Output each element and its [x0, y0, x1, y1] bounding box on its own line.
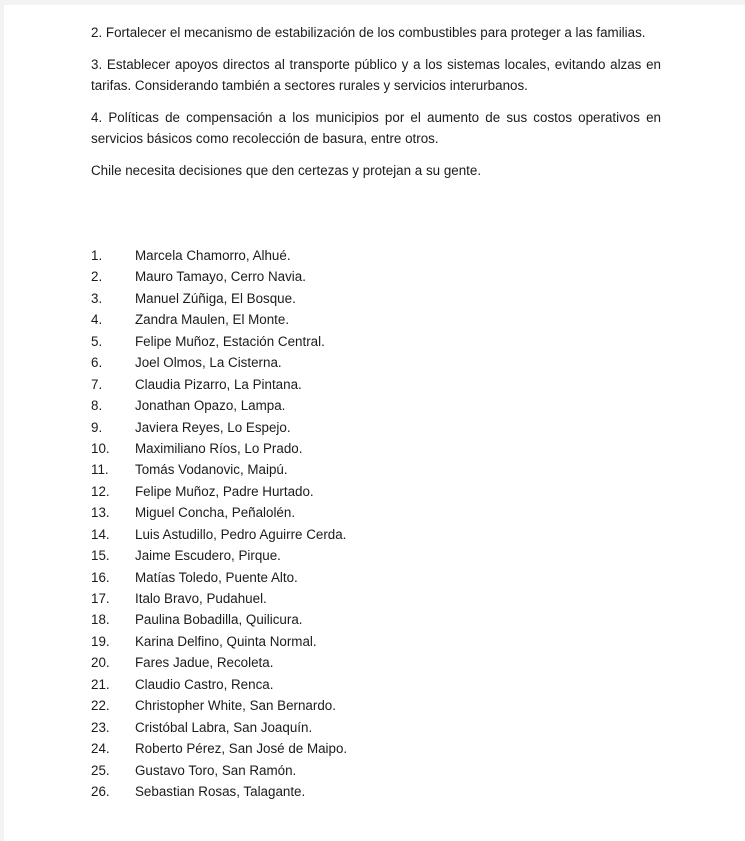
list-item-text: Manuel Zúñiga, El Bosque. [135, 290, 296, 306]
list-item [91, 781, 347, 802]
list-item [91, 631, 347, 652]
list-item [91, 352, 347, 373]
list-item-number: 17. [91, 591, 110, 606]
list-item-number: 23. [91, 719, 110, 735]
list-item [91, 374, 347, 395]
list-item-number: 5. [91, 333, 103, 349]
list-item [91, 395, 347, 416]
list-item-number: 12. [91, 483, 110, 499]
document-body [91, 22, 661, 191]
list-item-text: Jonathan Opazo, Lampa. [135, 398, 286, 414]
list-item [91, 588, 347, 609]
list-item-number: 9. [91, 419, 103, 435]
list-item-text: Marcela Chamorro, Alhué. [135, 248, 291, 263]
list-item [91, 717, 347, 738]
list-item-number: 4. [91, 312, 103, 328]
list-item-number: 24. [91, 741, 110, 757]
list-item [91, 288, 347, 309]
list-item [91, 331, 347, 352]
list-item-text: Sebastian Rosas, Talagante. [135, 783, 306, 799]
list-item-number: 25. [91, 762, 110, 778]
list-item-number: 11. [91, 462, 109, 478]
list-item-text: Claudio Castro, Renca. [135, 676, 274, 692]
paragraph-fuel-stabilization: 2. Fortalecer el mecanismo de estabilización de los combustibles para proteger a las familias. [91, 25, 646, 40]
list-item-text: Joel Olmos, La Cisterna. [135, 355, 282, 371]
list-item-number: 21. [91, 676, 110, 692]
list-item [91, 695, 347, 716]
list-item-number: 8. [91, 398, 103, 414]
list-item-text: Felipe Muñoz, Estación Central. [135, 333, 325, 349]
list-item [91, 417, 347, 438]
list-item [91, 245, 347, 266]
list-item-number: 18. [91, 612, 110, 628]
list-item-number: 6. [91, 355, 103, 371]
list-item [91, 760, 347, 781]
list-item-number: 14. [91, 526, 110, 542]
list-item-text: Fares Jadue, Recoleta. [135, 655, 274, 671]
list-item [91, 502, 347, 523]
list-item-text: Matías Toledo, Puente Alto. [135, 569, 298, 585]
list-item [91, 609, 347, 630]
list-item-number: 2. [91, 269, 103, 285]
list-item-text: Roberto Pérez, San José de Maipo. [135, 741, 348, 757]
list-item-text: Miguel Concha, Peñalolén. [135, 505, 296, 521]
list-item-text: Javiera Reyes, Lo Espejo. [135, 419, 291, 435]
list-item-text: Italo Bravo, Pudahuel. [135, 591, 267, 606]
signatories-list [91, 245, 347, 802]
list-item [91, 545, 347, 566]
list-item [91, 567, 347, 588]
list-item-text: Luis Astudillo, Pedro Aguirre Cerda. [135, 526, 347, 542]
list-item-number: 13. [91, 505, 110, 521]
list-item-number: 20. [91, 655, 110, 671]
list-item-number: 22. [91, 698, 110, 714]
list-item-number: 26. [91, 783, 110, 799]
list-item [91, 652, 347, 673]
list-item-number: 7. [91, 376, 103, 392]
list-item-number: 10. [91, 440, 110, 456]
list-item-text: Gustavo Toro, San Ramón. [135, 762, 297, 778]
list-item-text: Tomás Vodanovic, Maipú. [135, 462, 288, 478]
list-item-number: 1. [91, 248, 103, 263]
list-item-text: Claudia Pizarro, La Pintana. [135, 376, 302, 392]
list-item-text: Karina Delfino, Quinta Normal. [135, 633, 317, 649]
list-item-text: Zandra Maulen, El Monte. [135, 312, 290, 328]
list-item-number: 16. [91, 569, 110, 585]
list-item [91, 481, 347, 502]
list-item [91, 309, 347, 330]
list-item-text: Paulina Bobadilla, Quilicura. [135, 612, 303, 628]
paragraph-closing-statement: Chile necesita decisiones que den certezas y protejan a su gente. [91, 162, 482, 178]
list-item [91, 266, 347, 287]
list-item [91, 438, 347, 459]
list-item-text: Cristóbal Labra, San Joaquín. [135, 719, 313, 735]
list-item-text: Felipe Muñoz, Padre Hurtado. [135, 483, 314, 499]
list-item-text: Jaime Escudero, Pirque. [135, 548, 281, 564]
list-item-number: 3. [91, 290, 103, 306]
list-item [91, 524, 347, 545]
list-item-number: 15. [91, 548, 110, 564]
list-item-text: Mauro Tamayo, Cerro Navia. [135, 269, 306, 285]
list-item-number: 19. [91, 633, 110, 649]
list-item [91, 674, 347, 695]
paragraph-public-transport: 3. Establecer apoyos directos al transporte público y a los sistemas locales, evitando alzas en tarifas. Considerando también a sectores rurales y servicios interurbanos. [91, 56, 661, 93]
list-item-text: Christopher White, San Bernardo. [135, 698, 336, 714]
paragraph-municipal-compensation: 4. Políticas de compensación a los municipios por el aumento de sus costos operativos en servicios básicos como recolección de basura, entre otros. [91, 109, 661, 146]
list-item-text: Maximiliano Ríos, Lo Prado. [135, 440, 303, 456]
list-item [91, 738, 347, 759]
list-item [91, 459, 347, 480]
